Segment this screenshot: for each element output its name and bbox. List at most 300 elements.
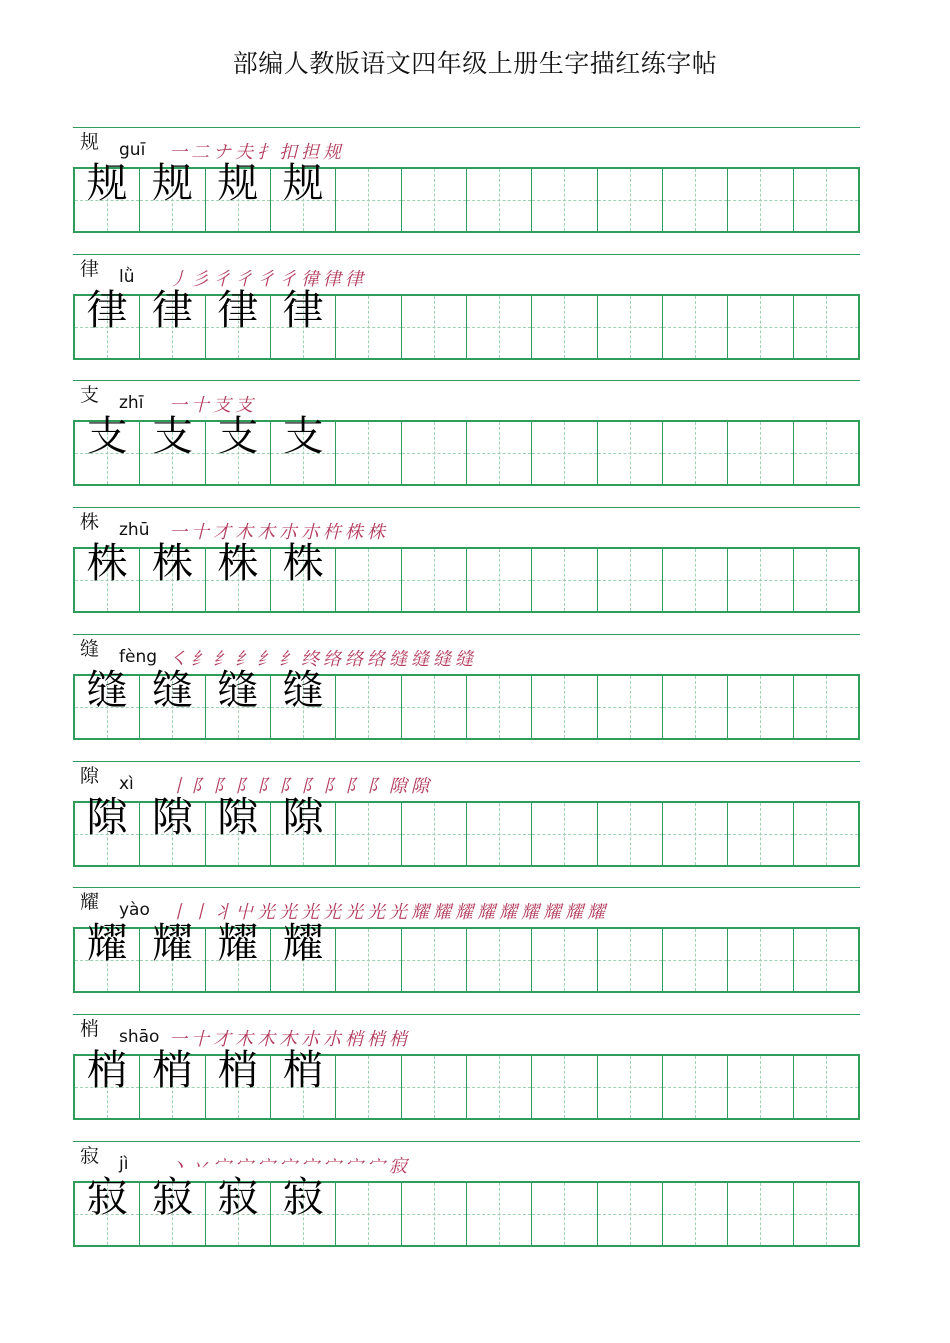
stroke-step: 木 xyxy=(235,522,254,544)
stroke-step: 络 xyxy=(323,648,342,670)
practice-row xyxy=(73,380,860,494)
stroke-step: 才 xyxy=(213,522,232,544)
trace-cell xyxy=(270,539,335,611)
trace-cell xyxy=(75,1172,139,1245)
stroke-step: 阝 xyxy=(213,775,232,797)
practice-cell xyxy=(531,1183,596,1245)
guide-line-horizontal xyxy=(467,960,531,961)
stroke-step: 终 xyxy=(301,648,320,670)
row-divider xyxy=(73,254,860,255)
stroke-step: 阝 xyxy=(367,775,386,797)
practice-cell xyxy=(531,929,596,991)
stroke-step: 彳 xyxy=(257,268,276,290)
trace-cell xyxy=(205,665,270,738)
practice-cell xyxy=(335,676,400,738)
trace-cell xyxy=(270,412,335,484)
pinyin-label: fèng xyxy=(119,646,158,667)
practice-row xyxy=(73,507,860,621)
guide-line-horizontal xyxy=(598,960,662,961)
practice-cell xyxy=(401,803,466,865)
pinyin-label: xì xyxy=(119,773,134,794)
trace-cell xyxy=(270,665,335,738)
stroke-step: 梢 xyxy=(389,1028,408,1050)
guide-line-horizontal xyxy=(663,327,727,328)
trace-char: 寂 xyxy=(282,1172,324,1221)
trace-char: 梢 xyxy=(86,1045,128,1094)
guide-line-horizontal xyxy=(532,1087,596,1088)
stroke-step: 宀 xyxy=(235,1155,254,1177)
guide-line-horizontal xyxy=(402,580,466,581)
stroke-step: 阝 xyxy=(279,775,298,797)
guide-line-horizontal xyxy=(598,327,662,328)
practice-cell xyxy=(662,676,727,738)
guide-line-horizontal xyxy=(794,580,858,581)
practice-cell xyxy=(727,1183,792,1245)
practice-cell xyxy=(335,549,400,611)
pinyin-label: lǜ xyxy=(119,266,135,287)
guide-line-horizontal xyxy=(336,580,400,581)
guide-line-horizontal xyxy=(467,453,531,454)
practice-cell xyxy=(727,422,792,484)
stroke-step: 木 xyxy=(235,1028,254,1050)
trace-char: 律 xyxy=(282,285,324,334)
trace-char: 株 xyxy=(217,539,259,588)
trace-char: 缝 xyxy=(282,665,324,714)
stroke-step: 阝 xyxy=(191,775,210,797)
trace-cell xyxy=(75,285,139,358)
guide-line-horizontal xyxy=(336,1087,400,1088)
trace-cell xyxy=(139,665,204,738)
guide-line-horizontal xyxy=(402,200,466,201)
stroke-step: 隙 xyxy=(411,775,430,797)
guide-line-horizontal xyxy=(402,1214,466,1215)
trace-cell xyxy=(205,412,270,484)
practice-cell xyxy=(662,1183,727,1245)
stroke-step: 一 xyxy=(169,522,188,544)
stroke-step: 缝 xyxy=(389,648,408,670)
trace-char: 寂 xyxy=(151,1172,193,1221)
practice-cell xyxy=(597,1183,662,1245)
reference-char: 律 xyxy=(80,257,100,280)
stroke-step: 耀 xyxy=(477,902,496,924)
trace-char: 寂 xyxy=(217,1172,259,1221)
practice-cell xyxy=(727,549,792,611)
stroke-step: 缝 xyxy=(411,648,430,670)
practice-cell xyxy=(335,296,400,358)
practice-cell xyxy=(401,1056,466,1118)
trace-char: 规 xyxy=(282,159,324,207)
trace-char: 耀 xyxy=(217,919,259,968)
practice-cell xyxy=(662,1056,727,1118)
row-divider xyxy=(73,507,860,508)
reference-char: 株 xyxy=(80,511,100,534)
practice-cell xyxy=(401,169,466,231)
practice-cell xyxy=(335,1183,400,1245)
stroke-step: 二 xyxy=(191,142,210,163)
guide-line-horizontal xyxy=(402,834,466,835)
stroke-step: 宀 xyxy=(279,1155,298,1177)
trace-cell xyxy=(270,1172,335,1245)
practice-row xyxy=(73,887,860,1001)
guide-line-horizontal xyxy=(532,1214,596,1215)
practice-cell xyxy=(401,296,466,358)
practice-cell xyxy=(793,296,858,358)
trace-cell xyxy=(205,919,270,991)
stroke-step: 缝 xyxy=(455,648,474,670)
practice-cell xyxy=(531,676,596,738)
stroke-step: 宀 xyxy=(301,1155,320,1177)
trace-char: 支 xyxy=(217,412,259,461)
trace-cell xyxy=(270,919,335,991)
guide-line-horizontal xyxy=(336,200,400,201)
practice-cell xyxy=(597,1056,662,1118)
page-title: 部编人教版语文四年级上册生字描红练字帖 xyxy=(232,49,718,78)
practice-cell xyxy=(662,422,727,484)
practice-cell xyxy=(531,1056,596,1118)
stroke-step: 耀 xyxy=(433,902,452,924)
guide-line-horizontal xyxy=(728,1214,792,1215)
row-divider xyxy=(73,1014,860,1015)
guide-line-horizontal xyxy=(794,200,858,201)
trace-char: 株 xyxy=(282,539,324,588)
row-divider xyxy=(73,380,860,381)
trace-cell xyxy=(205,159,270,231)
stroke-step: 缝 xyxy=(433,648,452,670)
trace-cell xyxy=(270,159,335,231)
practice-cell xyxy=(793,676,858,738)
stroke-step: 阝 xyxy=(235,775,254,797)
practice-cell xyxy=(531,803,596,865)
guide-line-horizontal xyxy=(402,327,466,328)
guide-line-horizontal xyxy=(532,960,596,961)
stroke-step: 耀 xyxy=(565,902,584,924)
stroke-step: 屮 xyxy=(235,902,254,924)
guide-line-horizontal xyxy=(728,327,792,328)
stroke-step: 株 xyxy=(367,522,386,544)
stroke-step: 光 xyxy=(389,902,408,924)
stroke-step: 丿 xyxy=(169,268,188,290)
practice-row xyxy=(73,761,860,875)
guide-line-horizontal xyxy=(794,960,858,961)
stroke-step: 络 xyxy=(367,648,386,670)
practice-cell xyxy=(401,549,466,611)
stroke-step: 朩 xyxy=(301,1028,320,1050)
pinyin-label: guī xyxy=(119,140,146,160)
trace-char: 梢 xyxy=(151,1045,193,1094)
stroke-step: 十 xyxy=(191,395,210,417)
guide-line-horizontal xyxy=(467,707,531,708)
practice-cell xyxy=(662,549,727,611)
pinyin-label: yào xyxy=(119,900,150,921)
stroke-step: 纟 xyxy=(235,648,254,670)
stroke-step: 丨 xyxy=(169,902,188,924)
reference-char: 支 xyxy=(80,384,100,407)
tianzige-grid xyxy=(73,412,860,486)
practice-cell xyxy=(793,1183,858,1245)
stroke-step: 络 xyxy=(345,648,364,670)
trace-cell xyxy=(205,1045,270,1118)
stroke-step: 宀 xyxy=(323,1155,342,1177)
stroke-step: 阝 xyxy=(301,775,320,797)
stroke-step: 阝 xyxy=(257,775,276,797)
row-divider xyxy=(73,761,860,762)
tianzige-grid xyxy=(73,919,860,993)
trace-char: 支 xyxy=(282,412,324,461)
trace-cell xyxy=(205,792,270,865)
guide-line-horizontal xyxy=(598,453,662,454)
practice-cell xyxy=(401,1183,466,1245)
stroke-step: 光 xyxy=(301,902,320,924)
practice-cell xyxy=(727,803,792,865)
stroke-step: 丬 xyxy=(213,902,232,924)
practice-cell xyxy=(401,422,466,484)
trace-char: 律 xyxy=(86,285,128,334)
practice-cell xyxy=(531,169,596,231)
guide-line-horizontal xyxy=(467,327,531,328)
trace-char: 隙 xyxy=(217,792,259,841)
guide-line-horizontal xyxy=(663,707,727,708)
stroke-step: 彡 xyxy=(191,268,210,290)
guide-line-horizontal xyxy=(402,960,466,961)
practice-cell xyxy=(793,929,858,991)
row-divider xyxy=(73,127,860,128)
stroke-step: 耀 xyxy=(411,902,430,924)
stroke-step: 彳 xyxy=(213,268,232,290)
stroke-step: 耀 xyxy=(499,902,518,924)
practice-cell xyxy=(401,929,466,991)
stroke-step: 耀 xyxy=(587,902,606,924)
practice-row xyxy=(73,254,860,368)
stroke-step: 朩 xyxy=(323,1028,342,1050)
practice-cell xyxy=(793,803,858,865)
reference-char: 梢 xyxy=(80,1017,100,1040)
practice-cell xyxy=(466,803,531,865)
row-divider xyxy=(73,1141,860,1142)
guide-line-horizontal xyxy=(794,327,858,328)
trace-cell xyxy=(205,1172,270,1245)
guide-line-horizontal xyxy=(663,200,727,201)
stroke-step: 耀 xyxy=(521,902,540,924)
stroke-step: 规 xyxy=(323,142,342,163)
practice-cell xyxy=(335,929,400,991)
trace-cell xyxy=(75,792,139,865)
stroke-step: 耀 xyxy=(543,902,562,924)
trace-char: 梢 xyxy=(217,1045,259,1094)
guide-line-horizontal xyxy=(663,1214,727,1215)
stroke-step: 担 xyxy=(301,142,320,163)
trace-char: 株 xyxy=(151,539,193,588)
stroke-step: 扣 xyxy=(279,142,298,163)
stroke-step: 才 xyxy=(213,1028,232,1050)
guide-line-horizontal xyxy=(794,834,858,835)
trace-cell xyxy=(139,412,204,484)
stroke-step: 宀 xyxy=(367,1155,386,1177)
practice-cell xyxy=(597,676,662,738)
tianzige-grid xyxy=(73,792,860,867)
trace-char: 律 xyxy=(151,285,193,334)
practice-cell xyxy=(793,1056,858,1118)
row-divider xyxy=(73,887,860,888)
guide-line-horizontal xyxy=(728,580,792,581)
trace-char: 支 xyxy=(86,412,128,461)
practice-cell xyxy=(466,422,531,484)
stroke-step: 光 xyxy=(279,902,298,924)
trace-cell xyxy=(75,412,139,484)
practice-cell xyxy=(597,929,662,991)
guide-line-horizontal xyxy=(336,834,400,835)
practice-cell xyxy=(597,422,662,484)
practice-cell xyxy=(531,296,596,358)
guide-line-horizontal xyxy=(532,834,596,835)
stroke-step: ナ xyxy=(213,142,232,163)
reference-char: 耀 xyxy=(80,891,100,914)
guide-line-horizontal xyxy=(794,1087,858,1088)
stroke-step: 朩 xyxy=(301,522,320,544)
trace-char: 支 xyxy=(151,412,193,461)
guide-line-horizontal xyxy=(728,707,792,708)
stroke-step: 阝 xyxy=(323,775,342,797)
guide-line-horizontal xyxy=(728,1087,792,1088)
pinyin-label: shāo xyxy=(119,1026,160,1047)
practice-cell xyxy=(335,422,400,484)
stroke-step: 彳 xyxy=(235,268,254,290)
guide-line-horizontal xyxy=(728,453,792,454)
guide-line-horizontal xyxy=(598,707,662,708)
trace-cell xyxy=(139,159,204,231)
stroke-step: ㇛ xyxy=(169,648,188,670)
guide-line-horizontal xyxy=(467,580,531,581)
guide-line-horizontal xyxy=(728,200,792,201)
practice-cell xyxy=(727,929,792,991)
stroke-step: 一 xyxy=(169,395,188,417)
stroke-step: 纟 xyxy=(213,648,232,670)
stroke-step: 丶 xyxy=(169,1155,188,1177)
guide-line-horizontal xyxy=(598,834,662,835)
row-divider xyxy=(73,634,860,635)
practice-cell xyxy=(401,676,466,738)
stroke-step: 杵 xyxy=(323,522,342,544)
pinyin-label: zhū xyxy=(119,520,150,541)
reference-char: 隙 xyxy=(80,764,100,787)
stroke-step: 律 xyxy=(323,268,342,290)
practice-cell xyxy=(335,803,400,865)
practice-cell xyxy=(662,296,727,358)
stroke-step: 寂 xyxy=(389,1155,408,1177)
trace-char: 缝 xyxy=(86,665,128,714)
stroke-step: 宀 xyxy=(213,1155,232,1177)
practice-cell xyxy=(727,296,792,358)
guide-line-horizontal xyxy=(467,1087,531,1088)
guide-line-horizontal xyxy=(794,1214,858,1215)
pinyin-label: jì xyxy=(119,1153,129,1174)
trace-cell xyxy=(139,792,204,865)
guide-line-horizontal xyxy=(336,453,400,454)
stroke-step: 光 xyxy=(257,902,276,924)
tianzige-grid xyxy=(73,159,860,233)
guide-line-horizontal xyxy=(663,960,727,961)
stroke-step: 隙 xyxy=(389,775,408,797)
stroke-step: 耀 xyxy=(455,902,474,924)
guide-line-horizontal xyxy=(794,707,858,708)
stroke-step: 丨 xyxy=(191,902,210,924)
trace-cell xyxy=(205,285,270,358)
practice-cell xyxy=(466,296,531,358)
guide-line-horizontal xyxy=(794,453,858,454)
trace-cell xyxy=(75,159,139,231)
stroke-step: 丨 xyxy=(169,775,188,797)
trace-cell xyxy=(270,1045,335,1118)
practice-row xyxy=(73,634,860,748)
trace-char: 隙 xyxy=(282,792,324,841)
guide-line-horizontal xyxy=(532,580,596,581)
practice-cell xyxy=(531,422,596,484)
tianzige-grid xyxy=(73,1172,860,1247)
stroke-step: 阝 xyxy=(345,775,364,797)
guide-line-horizontal xyxy=(532,200,596,201)
practice-cell xyxy=(727,1056,792,1118)
practice-cell xyxy=(466,929,531,991)
guide-line-horizontal xyxy=(728,834,792,835)
stroke-step: 十 xyxy=(191,1028,210,1050)
practice-cell xyxy=(662,169,727,231)
trace-cell xyxy=(75,665,139,738)
trace-cell xyxy=(139,919,204,991)
practice-cell xyxy=(662,929,727,991)
stroke-step: 夫 xyxy=(235,142,254,163)
trace-cell xyxy=(270,792,335,865)
practice-cell xyxy=(727,169,792,231)
stroke-step: 扌 xyxy=(257,142,276,163)
stroke-step: 光 xyxy=(323,902,342,924)
stroke-step: 光 xyxy=(367,902,386,924)
trace-char: 缝 xyxy=(151,665,193,714)
practice-cell xyxy=(466,169,531,231)
tianzige-grid xyxy=(73,1045,860,1120)
trace-char: 耀 xyxy=(282,919,324,968)
stroke-step: 律 xyxy=(345,268,364,290)
stroke-step: 支 xyxy=(213,395,232,417)
trace-cell xyxy=(270,285,335,358)
stroke-step: 梢 xyxy=(345,1028,364,1050)
stroke-step: 十 xyxy=(191,522,210,544)
stroke-step: 纟 xyxy=(279,648,298,670)
practice-cell xyxy=(335,1056,400,1118)
guide-line-horizontal xyxy=(598,1087,662,1088)
trace-char: 耀 xyxy=(86,919,128,968)
stroke-step: 支 xyxy=(235,395,254,417)
practice-cell xyxy=(597,296,662,358)
trace-cell xyxy=(75,539,139,611)
stroke-step: 彳 xyxy=(279,268,298,290)
stroke-step: 纟 xyxy=(191,648,210,670)
tianzige-grid xyxy=(73,285,860,360)
practice-cell xyxy=(727,676,792,738)
guide-line-horizontal xyxy=(728,960,792,961)
stroke-step: 一 xyxy=(169,1028,188,1050)
stroke-step: 木 xyxy=(279,1028,298,1050)
practice-cell xyxy=(793,169,858,231)
guide-line-horizontal xyxy=(532,707,596,708)
trace-cell xyxy=(75,919,139,991)
practice-cell xyxy=(597,549,662,611)
stroke-step: 株 xyxy=(345,522,364,544)
stroke-step: 一 xyxy=(169,142,188,163)
stroke-step: 徫 xyxy=(301,268,320,290)
trace-char: 株 xyxy=(86,539,128,588)
stroke-step: 光 xyxy=(345,902,364,924)
practice-row xyxy=(73,1141,860,1255)
stroke-step: 梢 xyxy=(367,1028,386,1050)
